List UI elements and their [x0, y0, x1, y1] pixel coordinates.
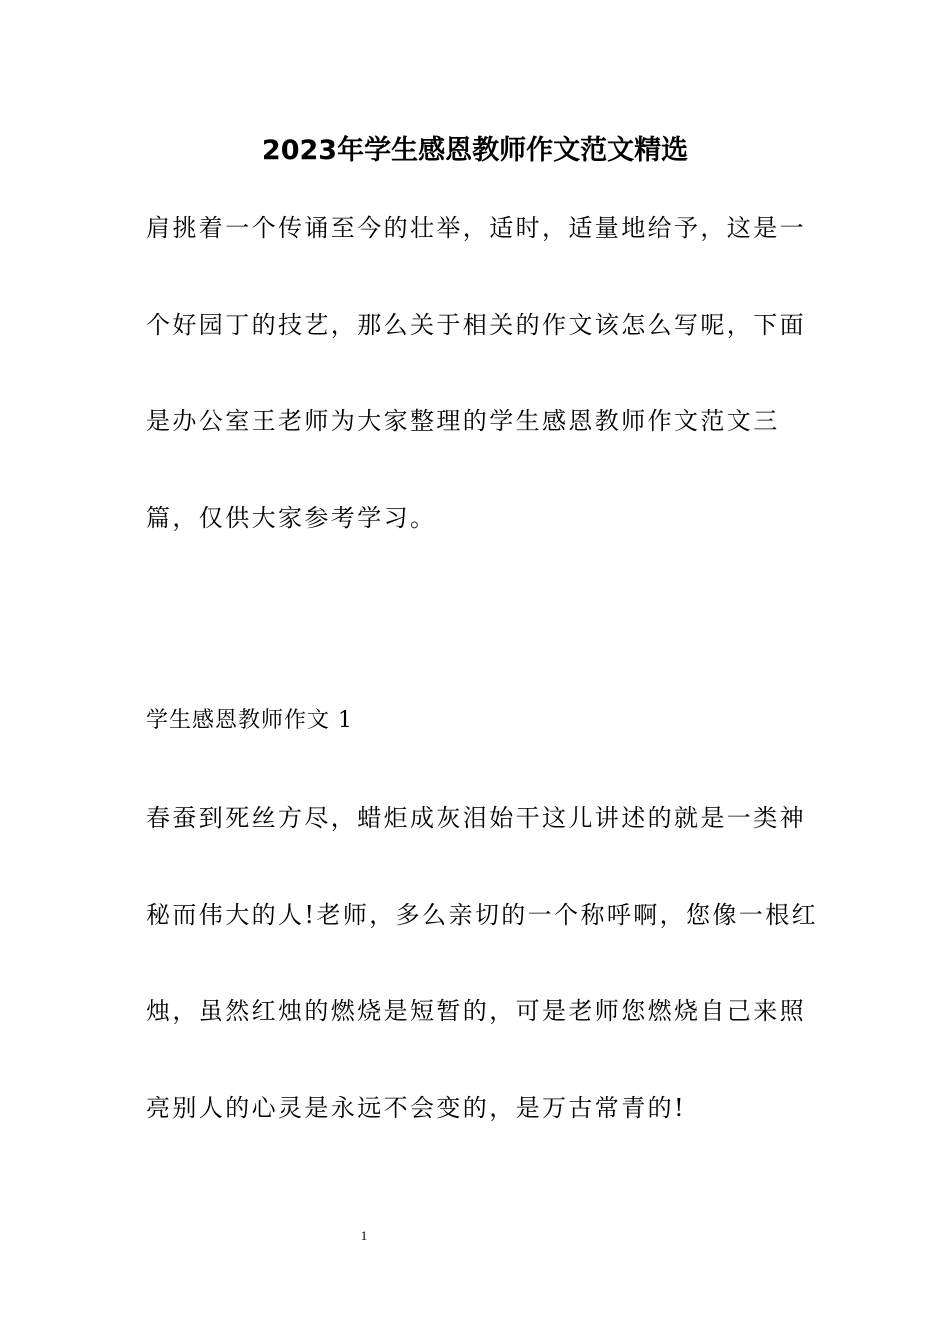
document-title: 2023年学生感恩教师作文范文精选: [261, 135, 689, 166]
intro-line-1: 肩挑着一个传诵至今的壮举，适时，适量地给予，这是一: [146, 214, 806, 242]
section-line-3: 烛，虽然红烛的燃烧是短暂的，可是老师您燃烧自己来照: [146, 997, 806, 1025]
intro-line-2: 个好园丁的技艺，那么关于相关的作文该怎么写呢，下面: [146, 311, 806, 339]
page-number: 1: [360, 1228, 368, 1243]
section-line-2: 秘而伟大的人!老师，多么亲切的一个称呼啊，您像一根红: [146, 901, 819, 929]
section-line-1: 春蚕到死丝方尽，蜡炬成灰泪始干这儿讲述的就是一类神: [146, 804, 806, 832]
intro-line-4: 篇，仅供大家参考学习。: [146, 504, 437, 532]
intro-line-3: 是办公室王老师为大家整理的学生感恩教师作文范文三: [146, 407, 780, 435]
section-line-4: 亮别人的心灵是永远不会变的，是万古常青的!: [146, 1094, 687, 1122]
section-heading: 学生感恩教师作文 1: [146, 708, 353, 733]
